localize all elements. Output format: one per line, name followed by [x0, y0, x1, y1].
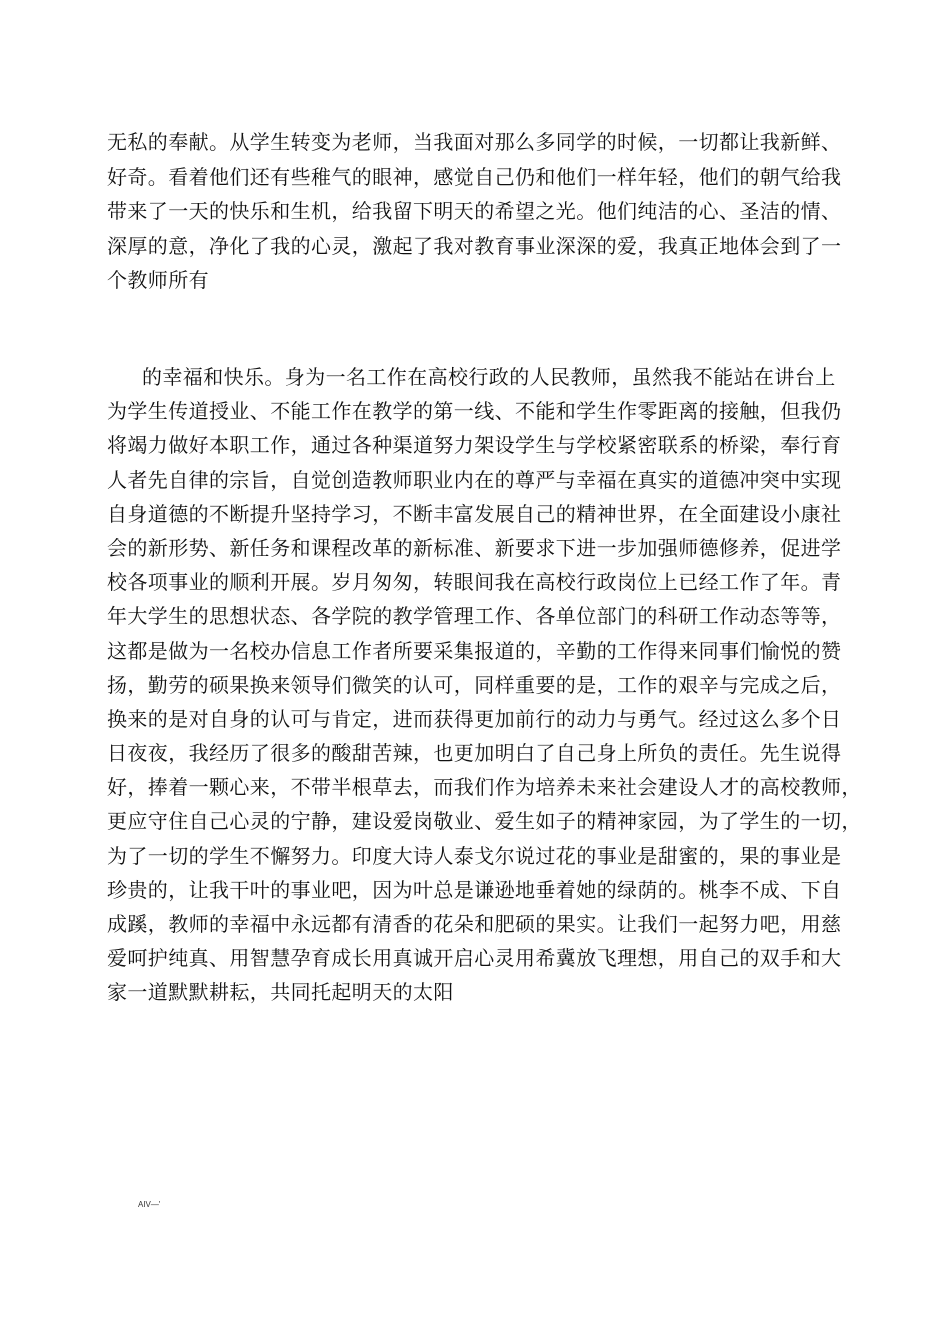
text-line: 好，捧着一颗心来，不带半根草去，而我们作为培养未来社会建设人才的高校教师，	[107, 775, 862, 800]
text-line: 无私的奉献。从学生转变为老师，当我面对那么多同学的时候，一切都让我新鲜、	[107, 130, 842, 154]
text-line: 珍贵的，让我干叶的事业吧，因为叶总是谦逊地垂着她的绿荫的。桃李不成、下自	[107, 877, 842, 902]
text-line: 校各项事业的顺利开展。岁月匆匆，转眼间我在高校行政岗位上已经工作了年。青	[107, 570, 842, 595]
text-line: 爱呵护纯真、用智慧孕育成长用真诚开启心灵用希冀放飞理想，用自己的双手和大	[107, 946, 842, 971]
text-line: 家一道默默耕耘，共同托起明天的太阳	[107, 980, 454, 1005]
footer-mark: AIV—'	[138, 1200, 161, 1209]
text-line: 更应守住自己心灵的宁静，建设爱岗敬业、爱生如子的精神家园，为了学生的一切，	[107, 809, 862, 834]
text-line: 换来的是对自身的认可与肯定，进而获得更加前行的动力与勇气。经过这么多个日	[107, 706, 842, 731]
text-line: 年大学生的思想状态、各学院的教学管理工作、各单位部门的科研工作动态等等，	[107, 604, 842, 629]
text-line: 扬，勤劳的硕果换来领导们微笑的认可，同样重要的是，工作的艰辛与完成之后，	[107, 672, 842, 697]
text-line: 为了一切的学生不懈努力。印度大诗人泰戈尔说过花的事业是甜蜜的，果的事业是	[107, 843, 842, 868]
text-line: 这都是做为一名校办信息工作者所要采集报道的，辛勤的工作得来同事们愉悦的赞	[107, 638, 842, 663]
text-line: 带来了一天的快乐和生机，给我留下明天的希望之光。他们纯洁的心、圣洁的情、	[107, 199, 842, 223]
text-line: 会的新形势、新任务和课程改革的新标准、新要求下进一步加强师德修养，促进学	[107, 535, 842, 560]
text-line: 日夜夜，我经历了很多的酸甜苦辣，也更加明白了自己身上所负的责任。先生说得	[107, 741, 842, 766]
paragraph-2	[107, 360, 862, 1010]
paragraph-1	[107, 125, 852, 298]
text-line: 将竭力做好本职工作，通过各种渠道努力架设学生与学校紧密联系的桥梁，奉行育	[107, 433, 842, 458]
text-line: 人者先自律的宗旨，自觉创造教师职业内在的尊严与幸福在真实的道德冲突中实现	[107, 467, 842, 492]
text-line: 个教师所有	[107, 268, 209, 292]
text-line-indented: 的幸福和快乐。身为一名工作在高校行政的人民教师，虽然我不能站在讲台上	[142, 365, 836, 389]
text-line: 自身道德的不断提升坚持学习，不断丰富发展自己的精神世界，在全面建设小康社	[107, 501, 842, 526]
text-line: 深厚的意，净化了我的心灵，激起了我对教育事业深深的爱，我真正地体会到了一	[107, 233, 842, 258]
text-line: 成蹊，教师的幸福中永远都有清香的花朵和肥硕的果实。让我们一起努力吧，用慈	[107, 912, 842, 936]
text-line: 好奇。看着他们还有些稚气的眼神，感觉自己仍和他们一样年轻，他们的朝气给我	[107, 164, 842, 189]
text-line: 为学生传道授业、不能工作在教学的第一线、不能和学生作零距离的接触，但我仍	[107, 399, 842, 424]
